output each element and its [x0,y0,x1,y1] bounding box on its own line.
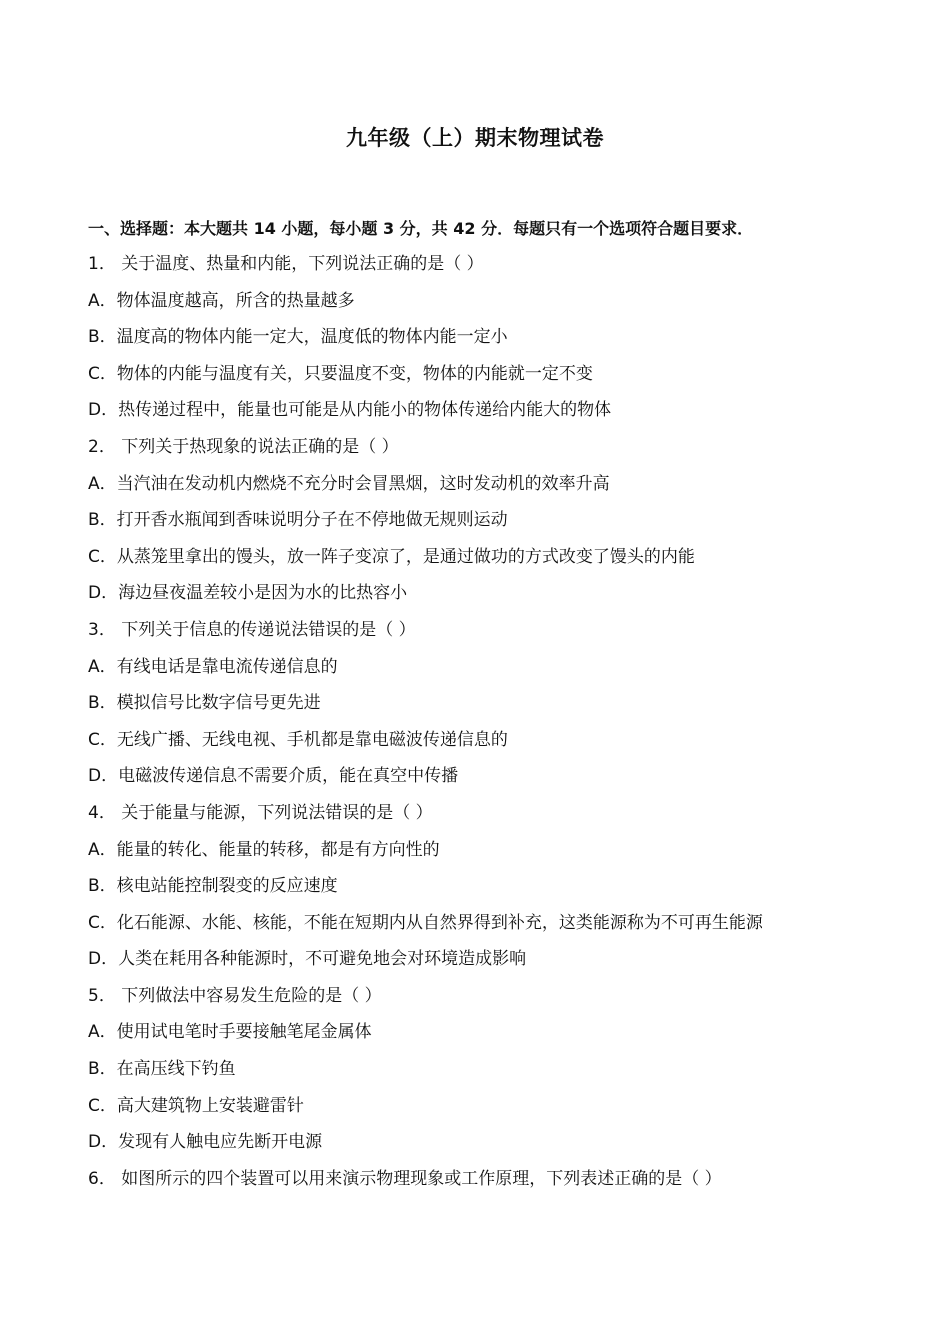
option-4b: B．核电站能控制裂变的反应速度 [88,876,338,897]
question-4: 4． 关于能量与能源，下列说法错误的是（ ） [88,802,433,823]
option-5a: A．使用试电笔时手要接触笔尾金属体 [88,1022,372,1043]
option-1b: B．温度高的物体内能一定大，温度低的物体内能一定小 [88,327,508,348]
option-3d: D．电磁波传递信息不需要介质，能在真空中传播 [88,766,459,787]
option-3a: A．有线电话是靠电流传递信息的 [88,656,338,677]
option-1a: A．物体温度越高，所含的热量越多 [88,290,355,311]
option-1c: C．物体的内能与温度有关，只要温度不变，物体的内能就一定不变 [88,363,593,384]
question-2: 2． 下列关于热现象的说法正确的是（ ） [88,436,399,457]
question-5: 5． 下列做法中容易发生危险的是（ ） [88,985,382,1006]
section-heading: 一、选择题：本大题共 14 小题，每小题 3 分，共 42 分．每题只有一个选项符合题目要求． [88,219,754,238]
option-5b: B．在高压线下钓鱼 [88,1059,236,1080]
question-3: 3． 下列关于信息的传递说法错误的是（ ） [88,619,416,640]
option-5d: D．发现有人触电应先断开电源 [88,1132,323,1153]
option-3b: B．模拟信号比数字信号更先进 [88,693,321,714]
option-2a: A．当汽油在发动机内燃烧不充分时会冒黑烟，这时发动机的效率升高 [88,473,610,494]
option-3c: C．无线广播、无线电视、手机都是靠电磁波传递信息的 [88,729,508,750]
question-list [88,246,888,1197]
option-2d: D．海边昼夜温差较小是因为水的比热容小 [88,583,408,604]
option-4d: D．人类在耗用各种能源时，不可避免地会对环境造成影响 [88,949,527,970]
page-title: 九年级（上）期末物理试卷 [346,126,604,150]
option-4a: A．能量的转化、能量的转移，都是有方向性的 [88,839,440,860]
option-1d: D．热传递过程中，能量也可能是从内能小的物体传递给内能大的物体 [88,400,612,421]
question-1: 1． 关于温度、热量和内能，下列说法正确的是（ ） [88,254,484,274]
question-6: 6． 如图所示的四个装置可以用来演示物理现象或工作原理，下列表述正确的是（ ） [88,1168,722,1189]
option-2c: C．从蒸笼里拿出的馒头，放一阵子变凉了，是通过做功的方式改变了馒头的内能 [88,546,695,567]
option-2b: B．打开香水瓶闻到香味说明分子在不停地做无规则运动 [88,510,508,531]
option-4c: C．化石能源、水能、核能，不能在短期内从自然界得到补充，这类能源称为不可再生能源 [88,912,763,933]
option-5c: C．高大建筑物上安装避雷针 [88,1095,304,1116]
